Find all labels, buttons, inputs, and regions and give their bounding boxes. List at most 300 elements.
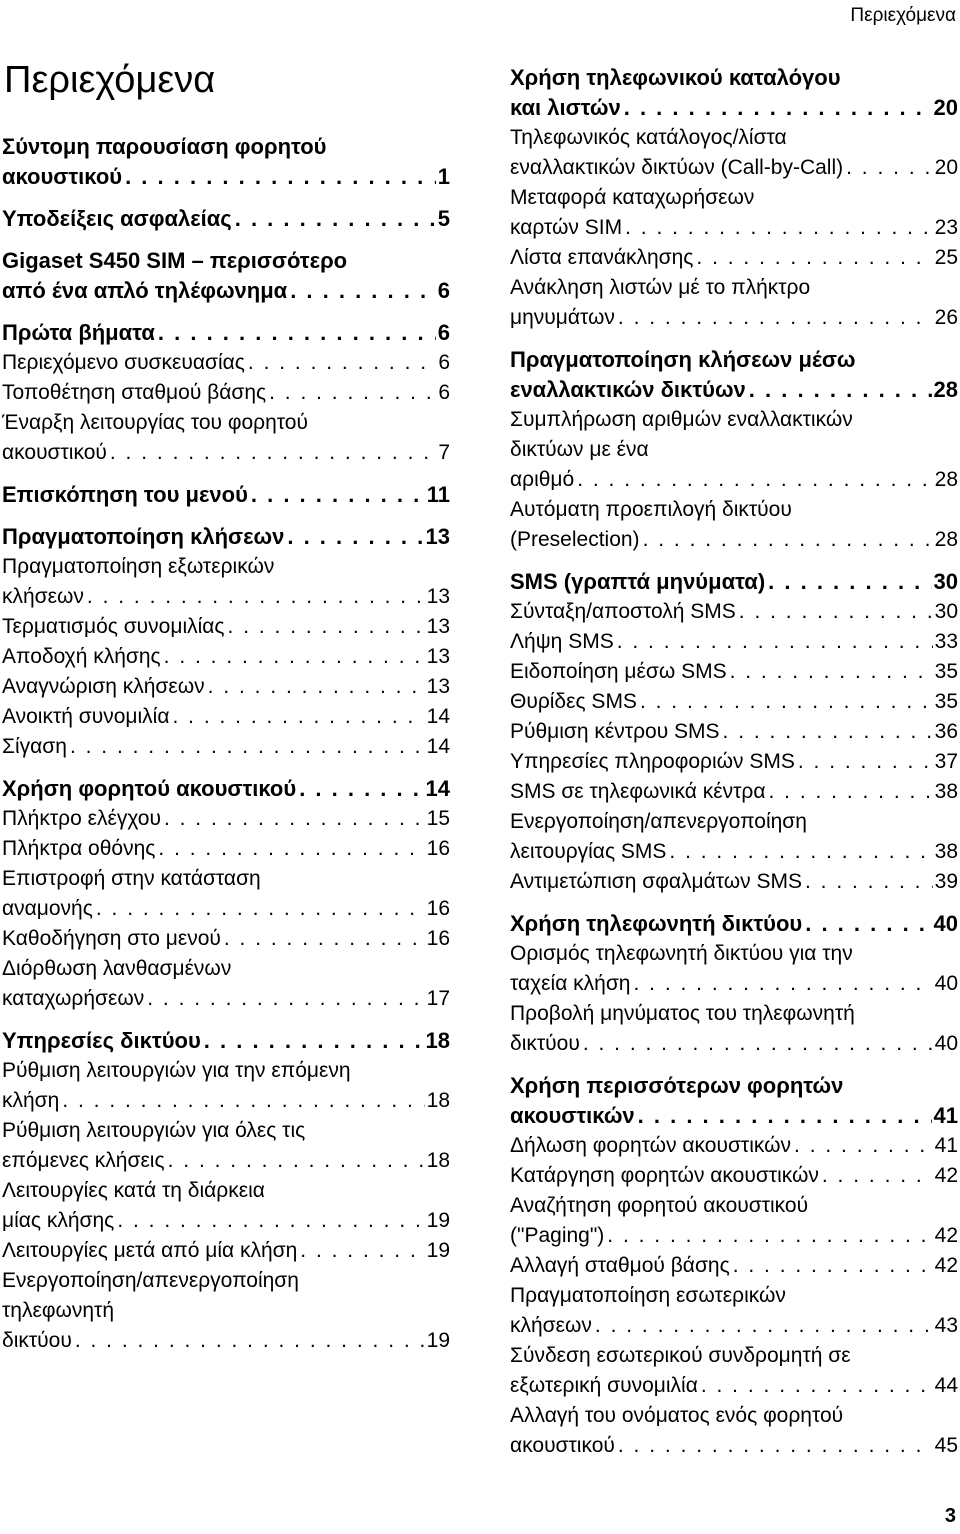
toc-section-entry[interactable] xyxy=(2,348,450,378)
toc-page-number: 35 xyxy=(934,690,958,713)
toc-section-entry[interactable] xyxy=(2,732,450,762)
toc-entry-last-line xyxy=(2,1206,450,1236)
toc-entry-title-line: Επιστροφή στην κατάσταση xyxy=(2,867,261,890)
dot-leader xyxy=(300,1236,424,1266)
toc-section-entry[interactable] xyxy=(510,1131,958,1161)
toc-page-number: 28 xyxy=(933,377,958,402)
toc-entry-title: Τοποθέτηση σταθμού βάσης xyxy=(2,381,267,404)
toc-section-entry[interactable] xyxy=(510,1251,958,1281)
toc-section-entry[interactable] xyxy=(510,405,958,495)
toc-page-number: 16 xyxy=(426,927,450,950)
toc-entry-last-line xyxy=(2,522,450,552)
toc-entry-title: ακουστικού xyxy=(2,441,107,464)
toc-page-number: 40 xyxy=(933,911,958,936)
toc-chapter-entry[interactable] xyxy=(2,204,450,234)
toc-page-number: 26 xyxy=(934,306,958,329)
toc-entry-title: Πλήκτρα οθόνης xyxy=(2,837,156,860)
toc-chapter-entry[interactable] xyxy=(2,480,450,510)
toc-entry-last-line xyxy=(2,984,450,1014)
toc-entry-last-line xyxy=(510,1371,958,1401)
toc-entry-title-line: Χρήση περισσότερων φορητών xyxy=(510,1073,844,1098)
dot-leader xyxy=(158,318,436,348)
toc-chapter-entry[interactable] xyxy=(510,909,958,939)
toc-entry-title: (Preselection) xyxy=(510,528,640,551)
toc-entry-last-line xyxy=(510,1221,958,1251)
dot-leader xyxy=(768,567,931,597)
dot-leader xyxy=(248,348,436,378)
dot-leader xyxy=(75,1326,425,1356)
toc-page-number: 30 xyxy=(934,600,958,623)
toc-entry-last-line xyxy=(510,525,958,555)
toc-page-number: 42 xyxy=(934,1164,958,1187)
toc-page-number: 41 xyxy=(934,1134,958,1157)
dot-leader xyxy=(643,525,933,555)
dot-leader xyxy=(669,837,932,867)
toc-entry-title: Επισκόπηση του μενού xyxy=(2,482,248,507)
toc-section-entry[interactable] xyxy=(510,1341,958,1401)
toc-section-entry[interactable] xyxy=(510,777,958,807)
toc-entry-title: SMS σε τηλεφωνικά κέντρα xyxy=(510,780,766,803)
toc-entry-last-line xyxy=(2,162,450,192)
toc-chapter-entry[interactable] xyxy=(510,63,958,123)
toc-section-entry[interactable] xyxy=(510,273,958,333)
dot-leader xyxy=(607,1221,932,1251)
dot-leader xyxy=(624,93,932,123)
toc-entry-last-line xyxy=(2,672,450,702)
toc-entry-title-line: Αναζήτηση φορητού ακουστικού xyxy=(510,1194,809,1217)
toc-section-entry[interactable] xyxy=(510,657,958,687)
toc-entry-title: Λήψη SMS xyxy=(510,630,614,653)
toc-entry-title-line: Μεταφορά καταχωρήσεων xyxy=(510,186,755,209)
toc-entry-last-line xyxy=(510,687,958,717)
toc-section-entry[interactable] xyxy=(510,1161,958,1191)
toc-chapter-entry[interactable] xyxy=(2,522,450,552)
toc-entry-last-line xyxy=(510,93,958,123)
toc-page-number: 20 xyxy=(934,156,958,179)
toc-page-number: 6 xyxy=(438,381,450,404)
dot-leader xyxy=(733,1251,933,1281)
toc-chapter-entry[interactable] xyxy=(510,345,958,405)
toc-page-number: 13 xyxy=(426,675,450,698)
dot-leader xyxy=(62,1086,424,1116)
toc-section-entry[interactable] xyxy=(2,702,450,732)
toc-section-entry[interactable] xyxy=(510,687,958,717)
toc-section-entry[interactable] xyxy=(510,939,958,999)
toc-page-number: 11 xyxy=(426,482,450,507)
dot-leader xyxy=(147,984,424,1014)
toc-page-number: 42 xyxy=(934,1254,958,1277)
toc-entry-title-line: Αυτόματη προεπιλογή δικτύου xyxy=(510,498,792,521)
toc-entry-last-line xyxy=(510,777,958,807)
toc-entry-last-line xyxy=(2,612,450,642)
toc-page-number: 14 xyxy=(426,735,450,758)
toc-entry-title: Πρώτα βήματα xyxy=(2,320,155,345)
dot-leader xyxy=(290,276,436,306)
toc-chapter-entry[interactable] xyxy=(510,1071,958,1131)
toc-entry-last-line xyxy=(2,774,450,804)
toc-entry-last-line xyxy=(510,1029,958,1059)
toc-entry-title: κλήσεων xyxy=(2,585,84,608)
toc-section-entry[interactable] xyxy=(2,672,450,702)
dot-leader xyxy=(739,597,933,627)
dot-leader xyxy=(204,1026,424,1056)
toc-page-number: 6 xyxy=(437,320,450,345)
toc-section-entry[interactable] xyxy=(2,804,450,834)
toc-entry-title: Αναγνώριση κλήσεων xyxy=(2,675,205,698)
toc-entry-last-line xyxy=(2,642,450,672)
toc-entry-title: εξωτερική συνομιλία xyxy=(510,1374,698,1397)
toc-entry-title: Σίγαση xyxy=(2,735,67,758)
toc-entry-title: ακουστικού xyxy=(2,164,123,189)
toc-page-number: 1 xyxy=(437,164,450,189)
toc-chapter-entry[interactable] xyxy=(2,774,450,804)
toc-entry-title: Ρύθμιση κέντρου SMS xyxy=(510,720,720,743)
toc-page-number: 41 xyxy=(933,1103,958,1128)
toc-entry-last-line xyxy=(510,1161,958,1191)
toc-section-entry[interactable] xyxy=(2,408,450,468)
toc-entry-title: επόμενες κλήσεις xyxy=(2,1149,165,1172)
dot-leader xyxy=(618,1431,933,1461)
dot-leader xyxy=(168,1146,425,1176)
dot-leader xyxy=(224,924,425,954)
toc-column-left xyxy=(2,132,450,1356)
dot-leader xyxy=(730,657,933,687)
toc-section-entry[interactable] xyxy=(510,999,958,1059)
dot-leader xyxy=(696,243,932,273)
toc-entry-last-line xyxy=(2,438,450,468)
toc-entry-title-line: Τηλεφωνικός κατάλογος/λίστα xyxy=(510,126,787,149)
toc-entry-last-line xyxy=(2,318,450,348)
toc-page-number: 13 xyxy=(425,524,450,549)
toc-entry-title: Χρήση φορητού ακουστικού xyxy=(2,776,297,801)
toc-page-number: 39 xyxy=(934,870,958,893)
toc-page-number: 45 xyxy=(934,1434,958,1457)
toc-entry-title: Τερματισμός συνομιλίας xyxy=(2,615,225,638)
toc-entry-last-line xyxy=(510,597,958,627)
dot-leader xyxy=(164,804,425,834)
toc-entry-last-line xyxy=(510,837,958,867)
toc-entry-last-line xyxy=(2,480,450,510)
toc-entry-last-line xyxy=(510,1131,958,1161)
toc-page-number: 40 xyxy=(934,1032,958,1055)
toc-page-number: 16 xyxy=(426,897,450,920)
toc-entry-last-line xyxy=(2,924,450,954)
dot-leader xyxy=(172,702,424,732)
toc-entry-last-line xyxy=(510,375,958,405)
toc-entry-title-line: Πραγματοποίηση εξωτερικών xyxy=(2,555,275,578)
toc-entry-last-line xyxy=(510,867,958,897)
toc-entry-title: Πραγματοποίηση κλήσεων xyxy=(2,524,285,549)
toc-entry-title-line: Λειτουργίες κατά τη διάρκεια xyxy=(2,1179,265,1202)
toc-entry-last-line xyxy=(510,717,958,747)
toc-entry-last-line xyxy=(2,582,450,612)
toc-entry-last-line xyxy=(2,804,450,834)
toc-entry-title: ακουστικών xyxy=(510,1103,635,1128)
toc-entry-last-line xyxy=(510,303,958,333)
toc-chapter-entry[interactable] xyxy=(2,246,450,306)
dot-leader xyxy=(805,867,933,897)
toc-entry-title: Ανοικτή συνομιλία xyxy=(2,705,170,728)
toc-page-number: 7 xyxy=(438,441,450,464)
toc-page-number: 6 xyxy=(437,278,450,303)
dot-leader xyxy=(164,642,425,672)
toc-section-entry[interactable] xyxy=(2,378,450,408)
toc-entry-last-line xyxy=(2,834,450,864)
toc-entry-title: εναλλακτικών δικτύων xyxy=(510,377,746,402)
toc-page-number: 13 xyxy=(426,615,450,638)
toc-entry-last-line xyxy=(2,276,450,306)
toc-entry-last-line xyxy=(510,465,958,495)
toc-entry-title: Ειδοποίηση μέσω SMS xyxy=(510,660,727,683)
toc-section-entry[interactable] xyxy=(510,807,958,867)
toc-section-entry[interactable] xyxy=(510,495,958,555)
toc-chapter-entry[interactable] xyxy=(2,318,450,348)
toc-page-number: 44 xyxy=(934,1374,958,1397)
toc-entry-title: Αντιμετώπιση σφαλμάτων SMS xyxy=(510,870,802,893)
toc-entry-title: μηνυμάτων xyxy=(510,306,615,329)
toc-section-entry[interactable] xyxy=(510,747,958,777)
toc-entry-title: από ένα απλό τηλέφωνημα xyxy=(2,278,288,303)
toc-entry-title-line: Συμπλήρωση αριθμών εναλλακτικών xyxy=(510,408,853,431)
toc-entry-last-line xyxy=(2,378,450,408)
toc-page-number: 36 xyxy=(934,720,958,743)
toc-section-entry[interactable] xyxy=(510,183,958,243)
toc-page-number: 18 xyxy=(426,1149,450,1172)
toc-section-entry[interactable] xyxy=(510,123,958,183)
toc-entry-last-line xyxy=(2,1146,450,1176)
dot-leader xyxy=(640,687,933,717)
running-header: Περιεχόμενα xyxy=(850,5,956,26)
toc-page-number: 20 xyxy=(933,95,958,120)
toc-entry-last-line xyxy=(2,702,450,732)
toc-page-number: 17 xyxy=(426,987,450,1010)
toc-entry-title: δικτύου xyxy=(510,1032,580,1055)
toc-page-number: 40 xyxy=(934,972,958,995)
toc-entry-title: Αλλαγή σταθμού βάσης xyxy=(510,1254,730,1277)
toc-section-entry[interactable] xyxy=(510,717,958,747)
toc-section-entry[interactable] xyxy=(510,243,958,273)
toc-entry-title: Υποδείξεις ασφαλείας xyxy=(2,206,232,231)
dot-leader xyxy=(633,969,932,999)
toc-entry-title-line: Σύνδεση εσωτερικού συνδρομητή σε xyxy=(510,1344,851,1367)
toc-entry-title: Πλήκτρο ελέγχου xyxy=(2,807,161,830)
toc-entry-title: Υπηρεσίες πληροφοριών SMS xyxy=(510,750,795,773)
dot-leader xyxy=(846,153,933,183)
toc-entry-last-line xyxy=(510,627,958,657)
toc-section-entry[interactable] xyxy=(2,1116,450,1176)
toc-entry-title-line: Χρήση τηλεφωνικού καταλόγου xyxy=(510,65,841,90)
toc-entry-title-line: Αλλαγή του ονόματος ενός φορητού xyxy=(510,1404,844,1427)
toc-section-entry[interactable] xyxy=(510,1191,958,1251)
toc-entry-title: και λιστών xyxy=(510,95,621,120)
toc-entry-title: Θυρίδες SMS xyxy=(510,690,637,713)
toc-entry-last-line xyxy=(2,894,450,924)
toc-entry-title-line: Ενεργοποίηση/απενεργοποίηση xyxy=(510,810,807,833)
toc-entry-title: ταχεία κλήση xyxy=(510,972,631,995)
dot-leader xyxy=(158,834,424,864)
toc-entry-last-line xyxy=(510,657,958,687)
toc-entry-last-line xyxy=(2,204,450,234)
toc-section-entry[interactable] xyxy=(2,552,450,612)
toc-entry-title-line: Ρύθμιση λειτουργιών για την επόμενη xyxy=(2,1059,351,1082)
toc-page-number: 16 xyxy=(426,837,450,860)
toc-entry-title: Κατάργηση φορητών ακουστικών xyxy=(510,1164,819,1187)
toc-entry-title: αναμονής xyxy=(2,897,93,920)
toc-page-number: 5 xyxy=(437,206,450,231)
toc-entry-title: καταχωρήσεων xyxy=(2,987,145,1010)
toc-entry-title: κλήσεων xyxy=(510,1314,592,1337)
toc-entry-last-line xyxy=(2,1326,450,1356)
toc-section-entry[interactable] xyxy=(2,954,450,1014)
dot-leader xyxy=(749,375,932,405)
toc-section-entry[interactable] xyxy=(510,627,958,657)
toc-entry-last-line xyxy=(2,1236,450,1266)
toc-page-number: 19 xyxy=(426,1329,450,1352)
toc-page-number: 43 xyxy=(934,1314,958,1337)
dot-leader xyxy=(595,1311,933,1341)
toc-section-entry[interactable] xyxy=(2,1056,450,1116)
toc-entry-title: Δήλωση φορητών ακουστικών xyxy=(510,1134,792,1157)
dot-leader xyxy=(822,1161,933,1191)
toc-entry-title: Αποδοχή κλήσης xyxy=(2,645,161,668)
toc-entry-title: λειτουργίας SMS xyxy=(510,840,667,863)
toc-entry-title: αριθμό xyxy=(510,468,575,491)
toc-chapter-entry[interactable] xyxy=(2,1026,450,1056)
toc-page-number: 25 xyxy=(934,246,958,269)
toc-chapter-entry[interactable] xyxy=(2,132,450,192)
toc-entry-last-line xyxy=(510,747,958,777)
toc-entry-last-line xyxy=(510,213,958,243)
toc-page-number: 14 xyxy=(426,705,450,728)
toc-page-number: 35 xyxy=(934,660,958,683)
toc-page-number: 33 xyxy=(934,630,958,653)
toc-section-entry[interactable] xyxy=(510,1281,958,1341)
dot-leader xyxy=(87,582,425,612)
toc-entry-title-line: Διόρθωση λανθασμένων xyxy=(2,957,232,980)
toc-section-entry[interactable] xyxy=(2,1176,450,1236)
toc-column-right xyxy=(510,63,958,1461)
toc-page-number: 30 xyxy=(933,569,958,594)
dot-leader xyxy=(110,438,436,468)
toc-entry-title-line: Σύντομη παρουσίαση φορητού xyxy=(2,134,327,159)
toc-entry-title: Λειτουργίες μετά από μία κλήση xyxy=(2,1239,298,1262)
toc-entry-title: καρτών SIM xyxy=(510,216,623,239)
toc-section-entry[interactable] xyxy=(2,864,450,924)
toc-entry-title: εναλλακτικών δικτύων (Call-by-Call) xyxy=(510,156,844,179)
toc-page-number: 6 xyxy=(438,351,450,374)
toc-page-number: 19 xyxy=(426,1239,450,1262)
dot-leader xyxy=(583,1029,933,1059)
toc-page-number: 23 xyxy=(934,216,958,239)
dot-leader xyxy=(577,465,932,495)
toc-entry-title-line: Ρύθμιση λειτουργιών για όλες τις xyxy=(2,1119,306,1142)
dot-leader xyxy=(287,522,423,552)
toc-entry-last-line xyxy=(510,567,958,597)
toc-entry-title-line: Gigaset S450 SIM – περισσότερο xyxy=(2,248,348,273)
dot-leader xyxy=(723,717,933,747)
toc-entry-title-line: Ενεργοποίηση/απενεργοποίηση xyxy=(2,1269,299,1292)
dot-leader xyxy=(794,1131,933,1161)
toc-entry-title-line: δικτύων με ένα xyxy=(510,438,649,461)
toc-entry-title: δικτύου xyxy=(2,1329,72,1352)
dot-leader xyxy=(269,378,436,408)
toc-entry-title: μίας κλήσης xyxy=(2,1209,115,1232)
toc-page-number: 19 xyxy=(426,1209,450,1232)
dot-leader xyxy=(805,909,931,939)
toc-page-number: 42 xyxy=(934,1224,958,1247)
dot-leader xyxy=(618,303,933,333)
toc-section-entry[interactable] xyxy=(2,1266,450,1356)
toc-page-number: 18 xyxy=(425,1028,450,1053)
dot-leader xyxy=(617,627,933,657)
toc-entry-title-line: Προβολή μηνύματος του τηλεφωνητή xyxy=(510,1002,855,1025)
toc-entry-title-line: Πραγματοποίηση εσωτερικών xyxy=(510,1284,786,1307)
toc-entry-last-line xyxy=(510,969,958,999)
dot-leader xyxy=(228,612,425,642)
toc-page-number: 13 xyxy=(426,645,450,668)
toc-entry-last-line xyxy=(2,348,450,378)
toc-entry-title-line: Πραγματοποίηση κλήσεων μέσω xyxy=(510,347,856,372)
toc-page-number: 14 xyxy=(425,776,450,801)
toc-entry-title-line: Έναρξη λειτουργίας του φορητού xyxy=(2,411,308,434)
toc-section-entry[interactable] xyxy=(2,612,450,642)
toc-entry-title: ("Paging") xyxy=(510,1224,605,1247)
toc-entry-title: Περιεχόμενο συσκευασίας xyxy=(2,351,245,374)
toc-entry-title: ακουστικού xyxy=(510,1434,615,1457)
dot-leader xyxy=(299,774,423,804)
dot-leader xyxy=(768,777,932,807)
toc-entry-last-line xyxy=(510,153,958,183)
toc-entry-last-line xyxy=(510,1311,958,1341)
dot-leader xyxy=(208,672,425,702)
dot-leader xyxy=(70,732,425,762)
toc-entry-title: Λίστα επανάκλησης xyxy=(510,246,694,269)
dot-leader xyxy=(701,1371,933,1401)
toc-section-entry[interactable] xyxy=(2,924,450,954)
toc-page-number: 38 xyxy=(934,780,958,803)
toc-entry-last-line xyxy=(510,1101,958,1131)
toc-page-number: 28 xyxy=(934,468,958,491)
toc-page-number: 18 xyxy=(426,1089,450,1112)
toc-entry-last-line xyxy=(2,732,450,762)
dot-leader xyxy=(117,1206,424,1236)
dot-leader xyxy=(638,1101,932,1131)
toc-section-entry[interactable] xyxy=(510,867,958,897)
toc-section-entry[interactable] xyxy=(510,597,958,627)
page-number: 3 xyxy=(944,1505,956,1527)
toc-chapter-entry[interactable] xyxy=(510,567,958,597)
toc-section-entry[interactable] xyxy=(2,834,450,864)
toc-entry-title: Υπηρεσίες δικτύου xyxy=(2,1028,201,1053)
toc-section-entry[interactable] xyxy=(2,1236,450,1266)
toc-page-number: 37 xyxy=(934,750,958,773)
toc-entry-last-line xyxy=(510,1431,958,1461)
toc-entry-last-line xyxy=(510,1251,958,1281)
toc-entry-title-line: Ανάκληση λιστών μέ το πλήκτρο xyxy=(510,276,811,299)
dot-leader xyxy=(96,894,425,924)
dot-leader xyxy=(125,162,436,192)
toc-section-entry[interactable] xyxy=(2,642,450,672)
dot-leader xyxy=(625,213,933,243)
dot-leader xyxy=(251,480,425,510)
dot-leader xyxy=(798,747,933,777)
toc-entry-title: SMS (γραπτά μηνύματα) xyxy=(510,569,766,594)
toc-entry-title: κλήση xyxy=(2,1089,60,1112)
toc-entry-last-line xyxy=(510,243,958,273)
toc-entry-title: Καθοδήγηση στο μενού xyxy=(2,927,221,950)
toc-section-entry[interactable] xyxy=(510,1401,958,1461)
toc-entry-title: Χρήση τηλεφωνητή δικτύου xyxy=(510,911,803,936)
